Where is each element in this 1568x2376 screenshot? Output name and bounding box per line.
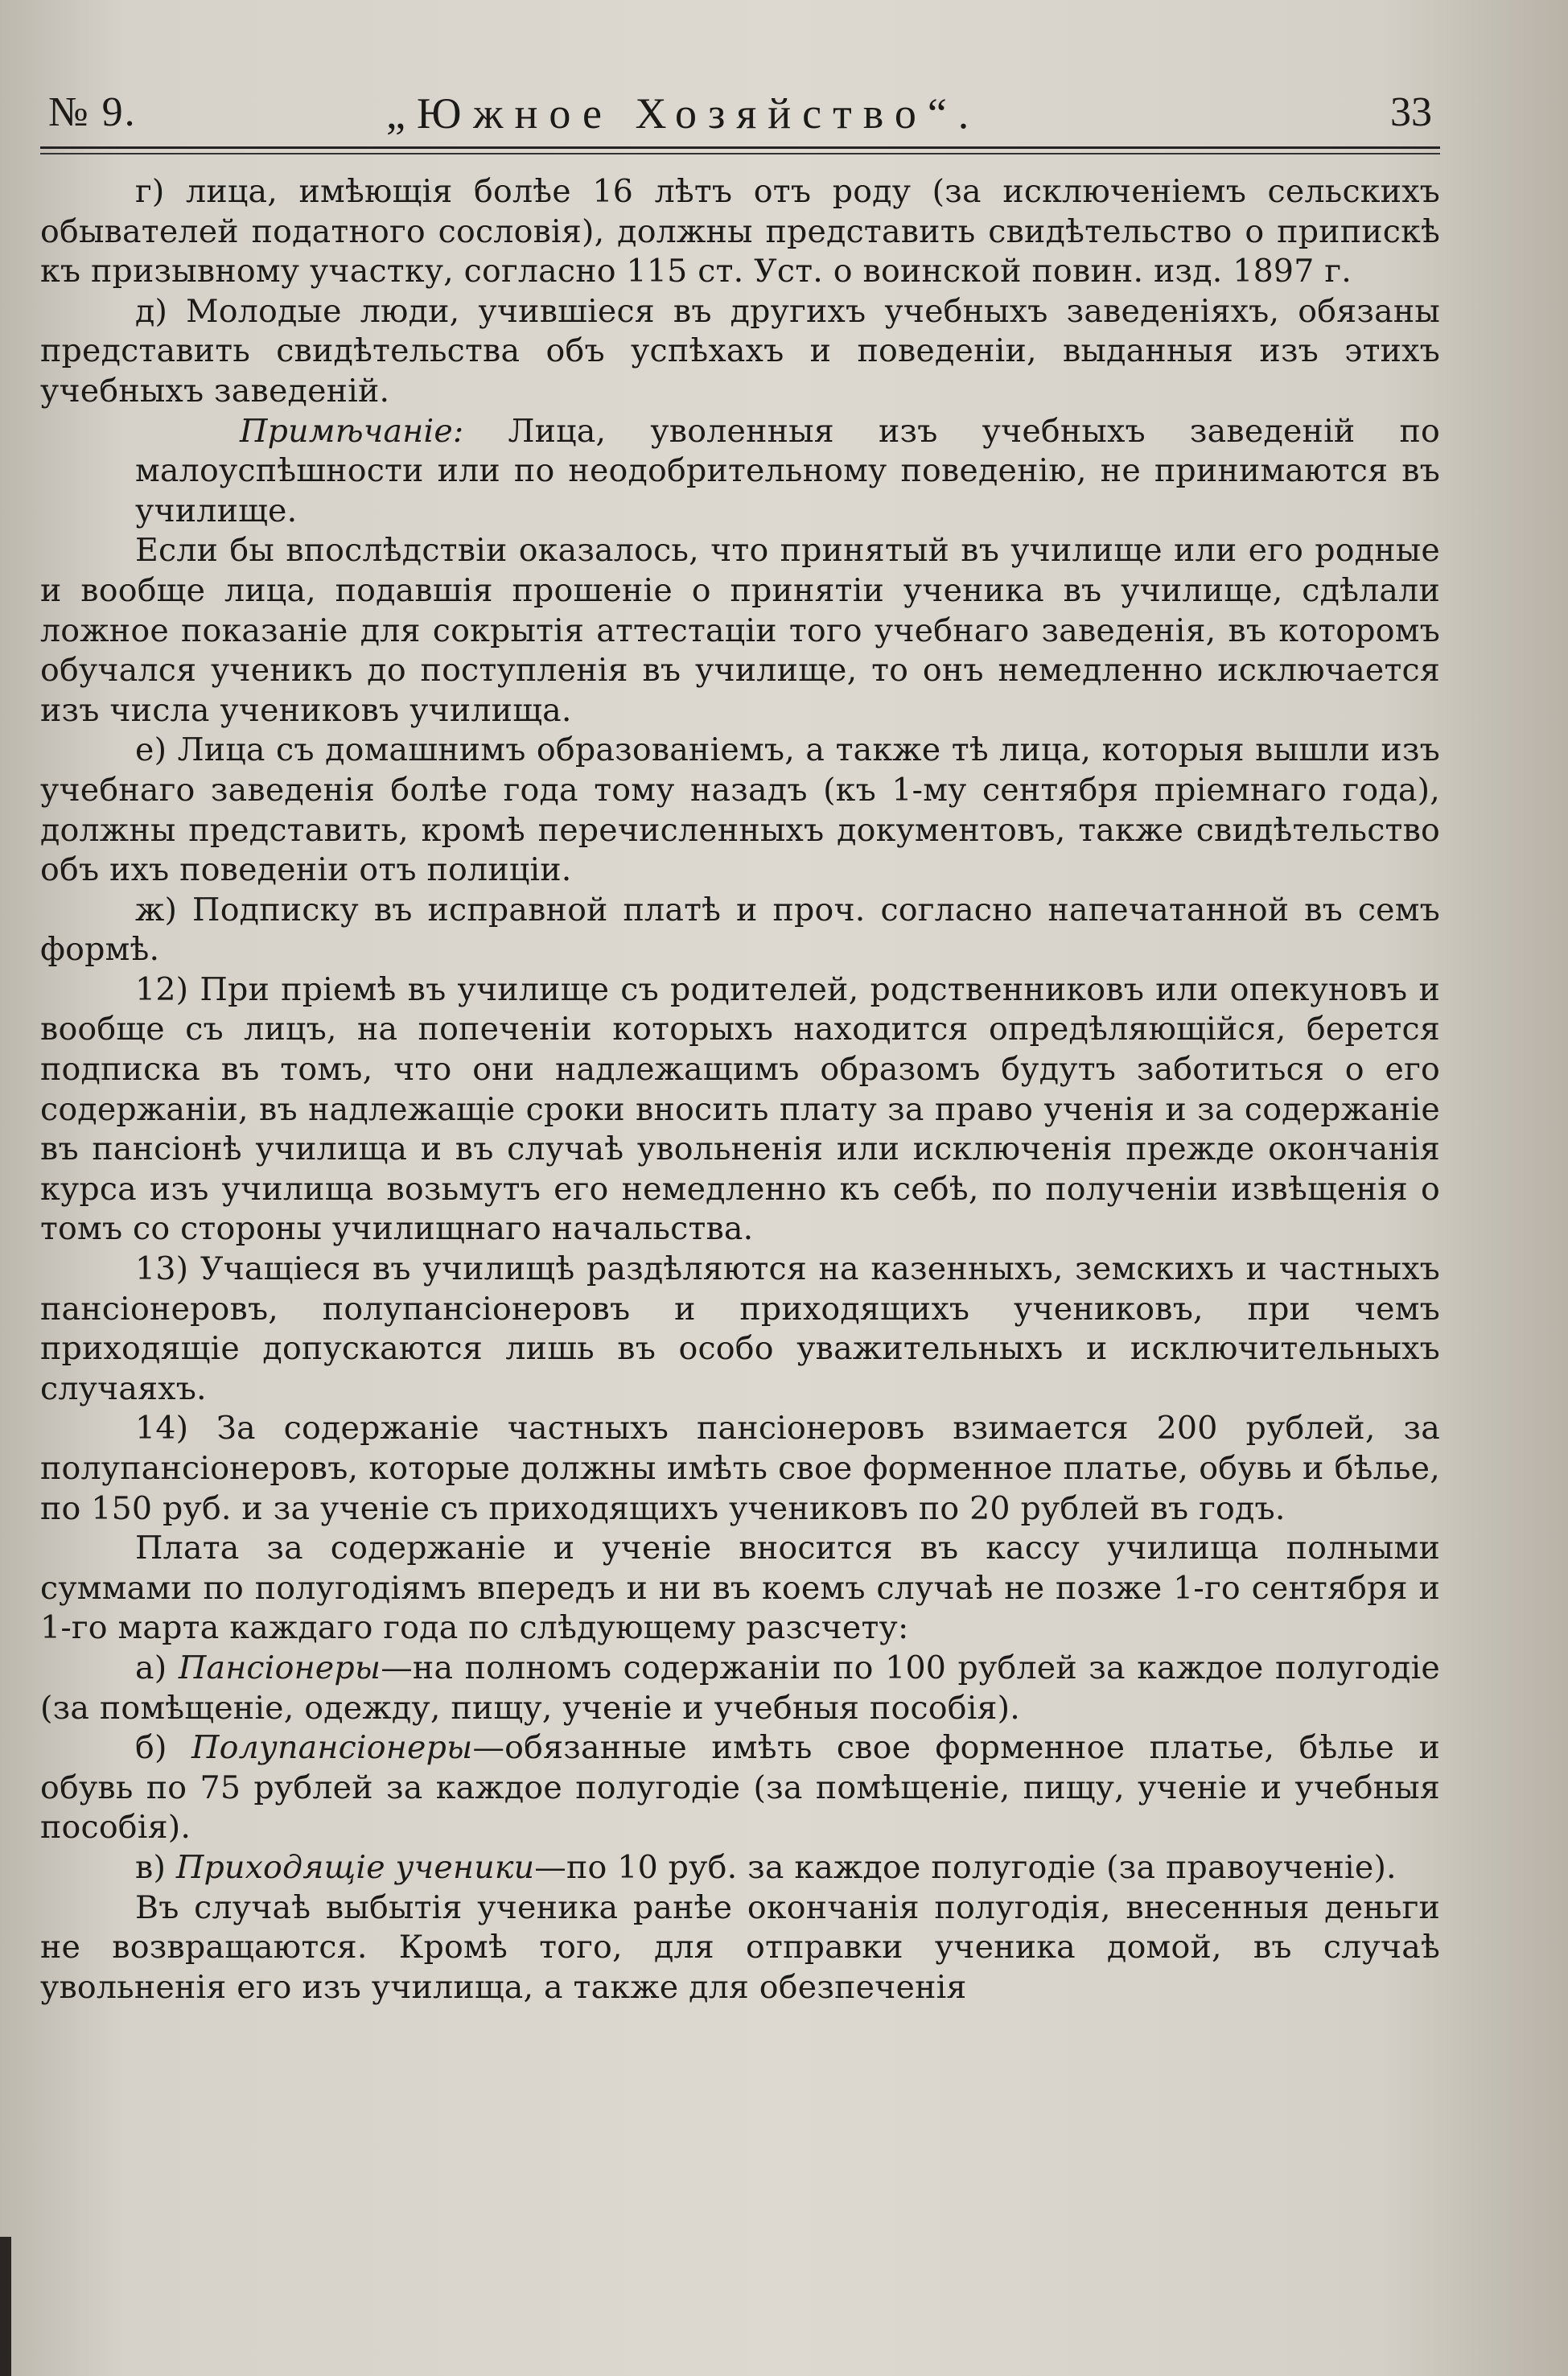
item-v-marker: в) xyxy=(135,1848,176,1886)
item-a-marker: а) xyxy=(135,1649,179,1686)
item-b-marker: б) xyxy=(135,1729,191,1767)
paragraph-13: 13) Учащіеся въ училищѣ раздѣляются на казенныхъ, земскихъ и частныхъ пансіонеровъ, полупансіонеровъ и приходящихъ учениковъ, при чемъ приходящіе допускаются лишь въ особо уважительныхъ и исключительныхъ случаяхъ. xyxy=(40,1250,1440,1407)
paragraph-zh: ж) Подписку въ исправной платѣ и проч. согласно напечатанной въ семъ формѣ. xyxy=(40,891,1440,969)
paragraph-payment: Плата за содержаніе и ученіе вносится въ кассу училища полными суммами по полугодіямъ впередъ и ни въ коемъ случаѣ не позже 1-го сентября и 1-го марта каждаго года по слѣдующему разсчету: xyxy=(40,1530,1440,1647)
paragraph-14: 14) За содержаніе частныхъ пансіонеровъ взимается 200 рублей, за полупансіонеровъ, которые должны имѣть свое форменное платье, обувь и бѣлье, по 150 руб. и за ученіе съ приходящихъ учениковъ по 20 рублей въ годъ. xyxy=(40,1410,1440,1527)
paragraph-false-statement: Если бы впослѣдствіи оказалось, что принятый въ училище или его родные и вообще лица, подавшія прошеніе о принятіи ученика въ училище, сдѣлали ложное показаніе для сокрытія аттестаціи того учебнаго заведенія, въ которомъ обучался ученикъ до поступленія въ училище, то онъ немедленно исключается изъ числа учениковъ училища. xyxy=(40,532,1440,729)
header-rule-thick xyxy=(40,146,1440,149)
paragraph-v xyxy=(40,1848,1440,1888)
item-a-lead: Пансіонеры xyxy=(178,1649,381,1686)
note-paragraph xyxy=(40,412,1440,532)
item-a-text: —на полномъ содержаніи по 100 рублей за каждое полугодіе (за помѣщеніе, одежду, пищу, ученіе и учебныя пособія). xyxy=(40,1649,1440,1727)
paragraph-b xyxy=(40,1728,1440,1848)
paragraph-a xyxy=(40,1649,1440,1728)
item-b-lead: Полупансіонеры xyxy=(191,1729,473,1767)
note-text: Лица, уволенныя изъ учебныхъ заведеній по малоуспѣшности или по неодобрительному поведенію, не принимаются въ училище. xyxy=(135,412,1440,529)
paragraph-withdrawal: Въ случаѣ выбытія ученика ранѣе окончанія полугодія, внесенныя деньги не возвращаются. Кромѣ того, для отправки ученика домой, въ случаѣ увольненія его изъ училища, а также для обезпеченія xyxy=(40,1888,1440,2006)
item-v-lead: Приходящіе ученики xyxy=(175,1848,535,1886)
issue-number: № 9. xyxy=(48,89,137,135)
article-body xyxy=(40,172,1440,2007)
item-v-text: —по 10 руб. за каждое полугодіе (за правоученіе). xyxy=(534,1848,1397,1886)
page-content xyxy=(40,89,1440,2007)
page-number: 33 xyxy=(1390,89,1432,135)
paragraph-d: д) Молодые люди, учившіеся въ другихъ учебныхъ заведеніяхъ, обязаны представить свидѣтельства объ успѣхахъ и поведеніи, выданныя изъ этихъ учебныхъ заведеній. xyxy=(40,292,1440,410)
running-header xyxy=(40,89,1440,145)
header-rule-thin xyxy=(40,153,1440,154)
paragraph-e: е) Лица съ домашнимъ образованіемъ, а также тѣ лица, которыя вышли изъ учебнаго заведенія болѣе года тому назадъ (къ 1-му сентября пріемнаго года), должны представить, кромѣ перечисленныхъ документовъ, также свидѣтельство объ ихъ поведеніи отъ полиціи. xyxy=(40,731,1440,889)
journal-title: „Южное Хозяйство“. xyxy=(386,89,981,138)
paragraph-12: 12) При пріемѣ въ училище съ родителей, родственниковъ или опекуновъ и вообще съ лицъ, на попеченіи которыхъ находится опредѣляющійся, берется подписка въ томъ, что они надлежащимъ образомъ будутъ заботиться о его содержаніи, въ надлежащіе сроки вносить плату за право ученія и за содержаніе въ пансіонѣ училища и въ случаѣ увольненія или исключенія прежде окончанія курса изъ училища возьмутъ его немедленно къ себѣ, по полученіи извѣщенія о томъ со стороны училищнаго начальства. xyxy=(40,970,1440,1248)
book-spine-shadow xyxy=(0,2237,11,2376)
note-lead: Примѣчаніе: xyxy=(240,412,464,450)
item-b-text: —обязанные имѣть свое форменное платье, бѣлье и обувь по 75 рублей за каждое полугодіе (за помѣщеніе, пищу, ученіе и учебныя пособія). xyxy=(40,1729,1440,1847)
paragraph-g: г) лица, имѣющія болѣе 16 лѣтъ отъ роду (за исключеніемъ сельскихъ обывателей податного сословія), должны представить свидѣтельство о припискѣ къ призывному участку, согласно 115 ст. Уст. о воинской повин. изд. 1897 г. xyxy=(40,173,1440,290)
